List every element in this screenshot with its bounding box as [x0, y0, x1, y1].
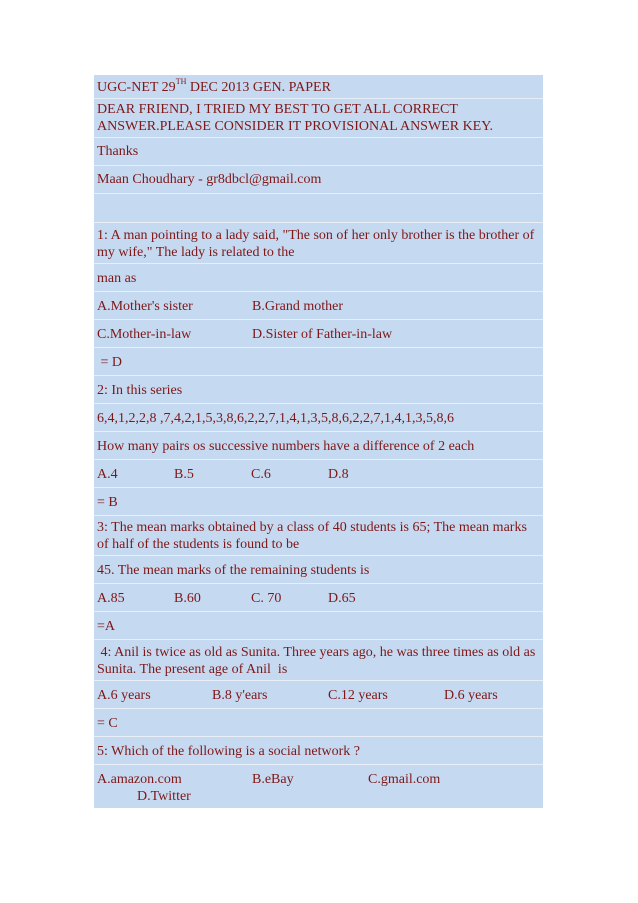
document-title — [94, 75, 543, 99]
question-4-options — [94, 681, 543, 709]
title-superscript: TH — [175, 77, 187, 86]
option-a: A.85 — [97, 591, 125, 606]
question-1-options-cd — [94, 320, 543, 348]
question-5-options — [94, 765, 543, 808]
option-b: B.60 — [174, 591, 201, 606]
question-5-text: 5: Which of the following is a social network ? — [94, 737, 543, 765]
thanks-line: Thanks — [94, 138, 543, 166]
option-c: C.gmail.com — [368, 772, 441, 787]
blank-row — [94, 194, 543, 223]
option-d: D.Sister of Father-in-law — [252, 327, 393, 342]
question-3-answer: =A — [94, 612, 543, 640]
question-1-answer: = D — [94, 348, 543, 376]
question-1-options-ab — [94, 292, 543, 320]
option-b: B.5 — [174, 467, 194, 482]
question-3-text: 3: The mean marks obtained by a class of 40 students is 65; The mean marks of half of the students is found to be — [94, 516, 543, 556]
question-2-question: How many pairs os successive numbers have a difference of 2 each — [94, 432, 543, 460]
question-2-text: 2: In this series — [94, 376, 543, 404]
author-line: Maan Choudhary - gr8dbcl@gmail.com — [94, 166, 543, 194]
option-d: D.6 years — [444, 688, 498, 703]
option-c: C.Mother-in-law — [97, 327, 192, 342]
option-a: A.Mother's sister — [97, 299, 193, 314]
disclaimer: DEAR FRIEND, I TRIED MY BEST TO GET ALL CORRECT ANSWER.PLEASE CONSIDER IT PROVISIONAL ANSWER KEY. — [94, 99, 543, 138]
question-1-text: 1: A man pointing to a lady said, "The son of her only brother is the brother of my wife," The lady is related to the — [94, 223, 543, 264]
answer-key-document — [94, 75, 543, 808]
option-c: C. 70 — [251, 591, 282, 606]
title-text-rest: DEC 2013 GEN. PAPER — [186, 80, 331, 95]
question-2-options — [94, 460, 543, 488]
option-d: D.8 — [328, 467, 349, 482]
option-d: D.Twitter — [137, 789, 191, 804]
option-a: A.6 years — [97, 688, 151, 703]
option-a: A.amazon.com — [97, 772, 182, 787]
title-text: UGC-NET 29 — [97, 80, 176, 95]
question-2-answer: = B — [94, 488, 543, 516]
option-d: D.65 — [328, 591, 356, 606]
option-a: A.4 — [97, 467, 118, 482]
option-b: B.Grand mother — [252, 299, 343, 314]
question-3-options — [94, 584, 543, 612]
question-4-text: 4: Anil is twice as old as Sunita. Three years ago, he was three times as old as Sunita. The present age of Anil is — [94, 640, 543, 681]
option-c: C.12 years — [328, 688, 388, 703]
question-1-text-continued: man as — [94, 264, 543, 292]
option-b: B.8 y'ears — [212, 688, 268, 703]
question-3-text-continued: 45. The mean marks of the remaining students is — [94, 556, 543, 584]
question-4-answer: = C — [94, 709, 543, 737]
option-c: C.6 — [251, 467, 271, 482]
question-2-series: 6,4,1,2,2,8 ,7,4,2,1,5,3,8,6,2,2,7,1,4,1,3,5,8,6,2,2,7,1,4,1,3,5,8,6 — [94, 404, 543, 432]
option-b: B.eBay — [252, 772, 294, 787]
